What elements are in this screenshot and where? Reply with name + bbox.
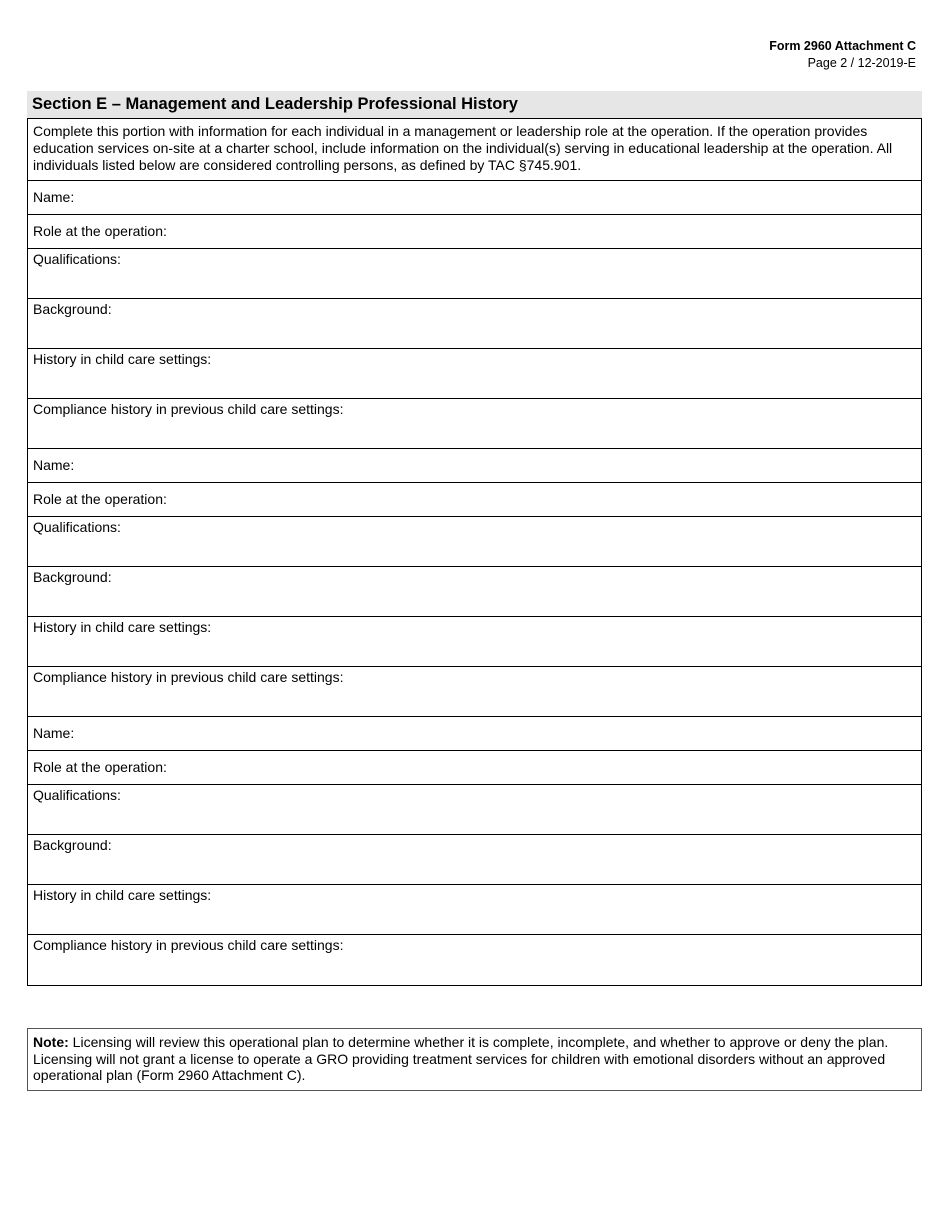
note-box (27, 1028, 922, 1091)
role-field[interactable]: Role at the operation: (28, 483, 921, 517)
background-field[interactable]: Background: (28, 567, 921, 617)
note-label: Note: (33, 1034, 69, 1050)
role-field[interactable]: Role at the operation: (28, 215, 921, 249)
qualifications-field[interactable]: Qualifications: (28, 249, 921, 299)
section-intro: Complete this portion with information for each individual in a management or leadership role at the operation. If the operation provides education services on-site at a charter school, include information on the individual(s) serving in educational leadership at the operation. All individuals listed below are considered controlling persons, as defined by TAC §745.901. (28, 119, 921, 181)
history-field[interactable]: History in child care settings: (28, 617, 921, 667)
form-header (769, 38, 916, 72)
leadership-table (27, 118, 922, 986)
background-field[interactable]: Background: (28, 835, 921, 885)
name-field[interactable]: Name: (28, 449, 921, 483)
section-title: Section E – Management and Leadership Professional History (27, 91, 922, 118)
history-field[interactable]: History in child care settings: (28, 885, 921, 935)
note-text: Licensing will review this operational plan to determine whether it is complete, incomplete, and whether to approve or deny the plan. Licensing will not grant a license to operate a GRO providing treatment services for children with emotional disorders without an approved operational plan (Form 2960 Attachment C). (33, 1034, 889, 1083)
role-field[interactable]: Role at the operation: (28, 751, 921, 785)
qualifications-field[interactable]: Qualifications: (28, 785, 921, 835)
page-info: Page 2 / 12-2019-E (807, 56, 916, 70)
background-field[interactable]: Background: (28, 299, 921, 349)
name-field[interactable]: Name: (28, 181, 921, 215)
compliance-field[interactable]: Compliance history in previous child care settings: (33, 937, 344, 953)
form-title: Form 2960 Attachment C (769, 39, 916, 53)
section-e (27, 91, 922, 986)
qualifications-field[interactable]: Qualifications: (28, 517, 921, 567)
history-field[interactable]: History in child care settings: (28, 349, 921, 399)
compliance-field[interactable]: Compliance history in previous child care settings: (28, 667, 921, 717)
compliance-field[interactable]: Compliance history in previous child care settings: (28, 399, 921, 449)
name-field[interactable]: Name: (28, 717, 921, 751)
